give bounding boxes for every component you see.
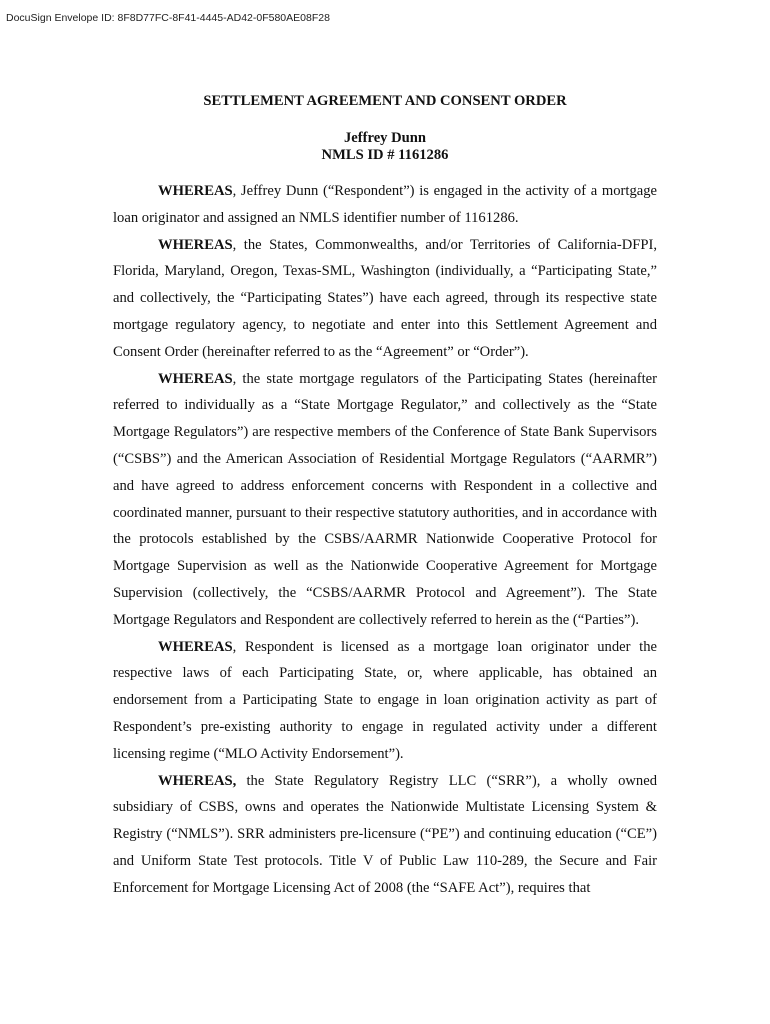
respondent-name: Jeffrey Dunn	[343, 130, 427, 146]
paragraph-text: , Jeffrey Dunn (“Respondent”) is engaged in the activity of a mortgage loan originator and assigned an NMLS identifier number of 1161286.	[113, 183, 657, 226]
paragraph-lead: WHEREAS,	[158, 772, 237, 789]
document-body	[113, 178, 657, 902]
document-title: SETTLEMENT AGREEMENT AND CONSENT ORDER	[203, 93, 567, 109]
paragraph-respondent	[113, 178, 657, 232]
paragraph-text: , the state mortgage regulators of the Participating States (hereinafter referred to individually as a “State Mortgage Regulator,” and collectively as the “State Mortgage Regulators”) are respective members of the Conference of State Bank Supervisors (“CSBS”) and the American Association of Residential Mortgage Regulators (“AARMR”) and have agreed to address enforcement concerns with Respondent in a collective and coordinated manner, pursuant to their respective statutory authorities, and in accordance with the protocols established by the CSBS/AARMR Nationwide Cooperative Protocol for Mortgage Supervision as well as the Nationwide Cooperative Agreement for Mortgage Supervision (collectively, the “CSBS/AARMR Protocol and Agreement”). The State Mortgage Regulators and Respondent are collectively referred to herein as the (“Parties”).	[113, 370, 657, 628]
paragraph-participating-states	[113, 232, 657, 366]
paragraph-lead: WHEREAS	[158, 183, 233, 199]
paragraph-lead: WHEREAS	[158, 236, 233, 253]
paragraph-text: the State Regulatory Registry LLC (“SRR”), a wholly owned subsidiary of CSBS, owns and operates the Nationwide Multistate Licensing System & Registry (“NMLS”). SRR administers pre-licensure (“PE”) and continuing education (“CE”) and Uniform State Test protocols. Title V of Public Law 110-289, the Secure and Fair Enforcement for Mortgage Licensing Act of 2008 (the “SAFE Act”), requires that	[113, 772, 657, 896]
docusign-envelope-id: DocuSign Envelope ID: 8F8D77FC-8F41-4445-AD42-0F580AE08F28	[6, 12, 330, 24]
paragraph-srr	[113, 768, 657, 902]
paragraph-lead: WHEREAS	[158, 370, 233, 387]
respondent-nmls-id: NMLS ID # 1161286	[321, 147, 449, 163]
paragraph-text: , Respondent is licensed as a mortgage loan originator under the respective laws of each Participating State, or, where applicable, has obtained an endorsement from a Participating State to engage in loan origination activity as part of Respondent’s pre-existing authority to engage in regulated activity under a different licensing regime (“MLO Activity Endorsement”).	[113, 638, 657, 762]
paragraph-lead: WHEREAS	[158, 638, 233, 655]
paragraph-licensing	[113, 634, 657, 768]
paragraph-text: , the States, Commonwealths, and/or Territories of California-DFPI, Florida, Maryland, Oregon, Texas-SML, Washington (individually, a “Participating State,” and collectively, the “Participating States”) have each agreed, through its respective state mortgage regulatory agency, to negotiate and enter into this Settlement Agreement and Consent Order (hereinafter referred to as the “Agreement” or “Order”).	[113, 236, 657, 360]
paragraph-state-regulators	[113, 366, 657, 634]
